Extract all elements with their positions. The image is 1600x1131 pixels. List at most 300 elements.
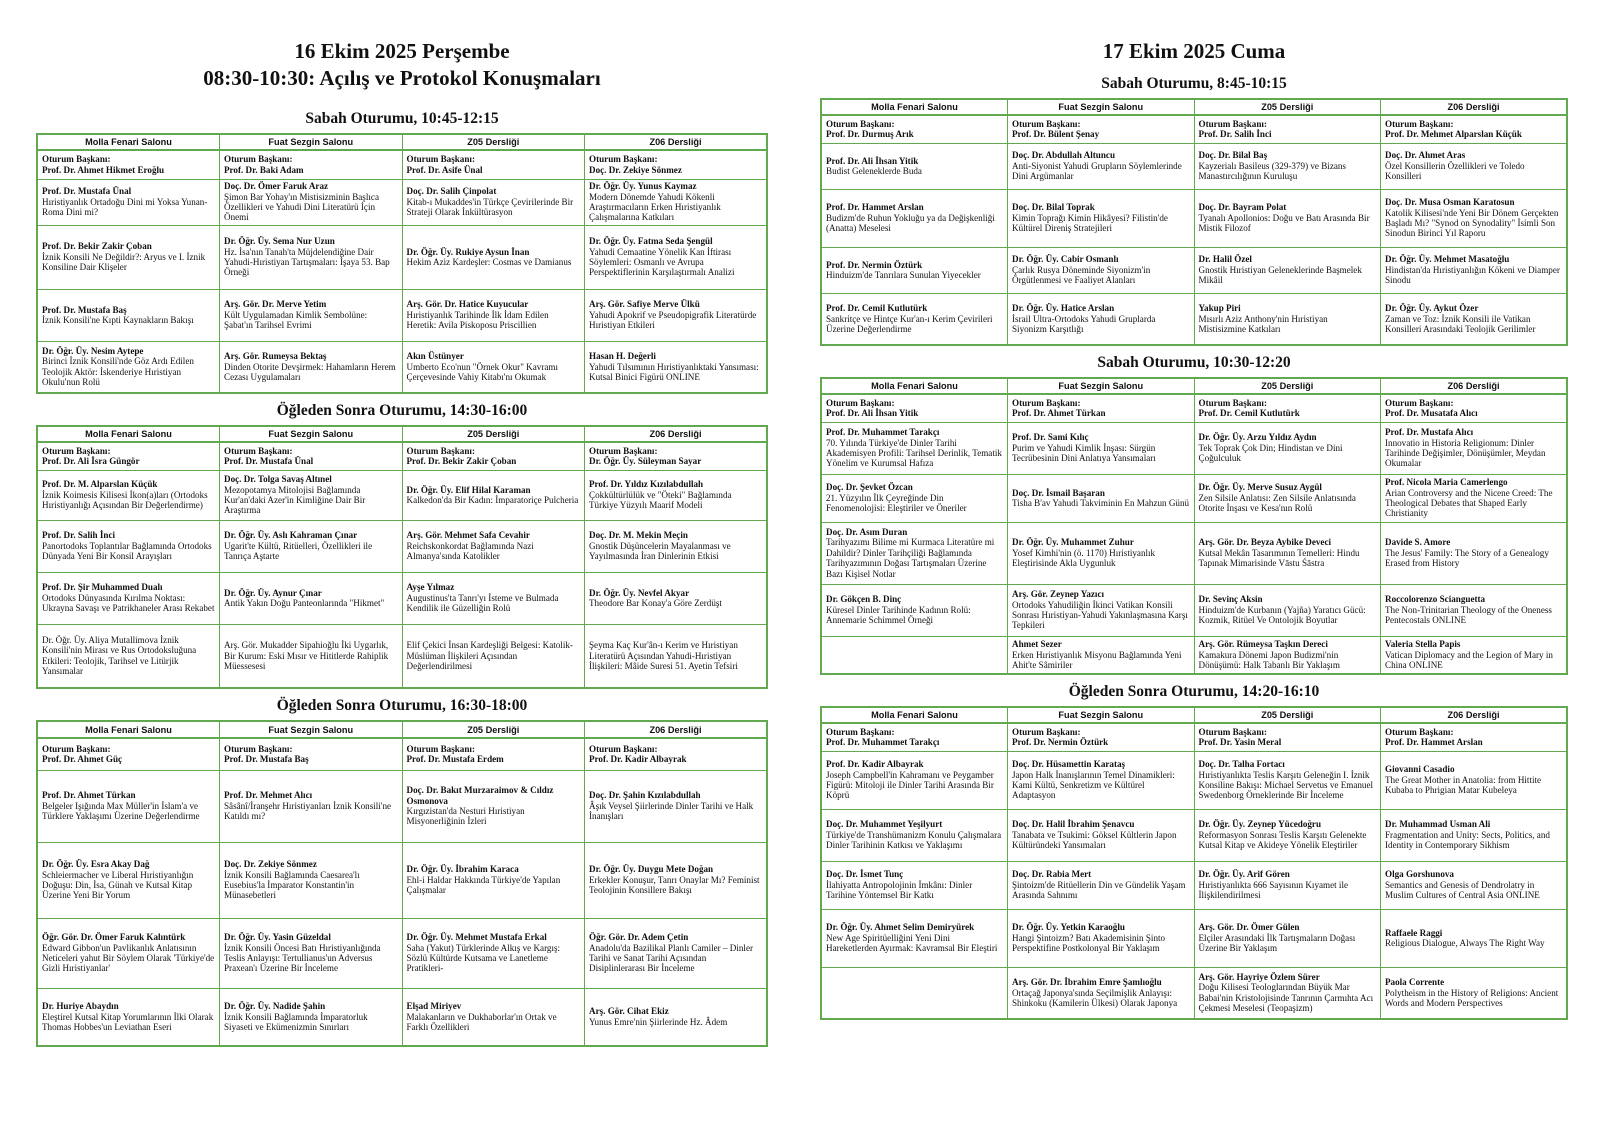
speaker-name: Prof. Dr. Ahmet Türkan bbox=[42, 790, 136, 801]
room-header: Z05 Dersliği bbox=[402, 426, 585, 442]
speaker-name: Dr. Öğr. Üy. Aynur Çınar bbox=[224, 587, 322, 598]
chair-label: Oturum Başkanı: bbox=[1012, 726, 1081, 737]
chair-name: Prof. Dr. Ahmet Güç bbox=[42, 754, 123, 765]
room-header: Z05 Dersliği bbox=[402, 134, 585, 150]
presentation-cell bbox=[37, 572, 220, 624]
chair-name: Prof. Dr. Ali İsra Güngör bbox=[42, 456, 140, 467]
paper-title: Kimin Toprağı Kimin Hikâyesi? Filistin'de Kültürel Direniş Stratejileri bbox=[1012, 212, 1168, 234]
paper-title: Tarihyazımı Bilime mi Kurmaca Literatüre mi Dahildir? Dinler Tarihçiliği Bağlamında Tarihyazımının Doğası Tartışmaları Üzerine Bazı Kişisel Notlar bbox=[826, 537, 995, 579]
paper-title: Küresel Dinler Tarihinde Kadının Rolü: Annemarie Schimmel Örneği bbox=[826, 604, 971, 626]
speaker-name: Arş. Gör. Rümeysa Taşkın Dereci bbox=[1198, 639, 1328, 650]
chair-row bbox=[37, 442, 767, 470]
paper-title: İsrail Ultra-Ortodoks Yahudi Gruplarda Siyonizm Karşıtlığı bbox=[1012, 313, 1156, 334]
session-title: Sabah Oturumu, 10:30-12:20 bbox=[1097, 354, 1291, 371]
speaker-name: Doç. Dr. İsmail Başaran bbox=[1012, 487, 1105, 498]
presentation-cell bbox=[821, 189, 1008, 247]
session-chair-cell bbox=[402, 442, 585, 470]
speaker-name: Dr. Öğr. Üy. Nadide Şahin bbox=[224, 1001, 326, 1012]
chair-label: Oturum Başkanı: bbox=[406, 154, 475, 165]
table-row bbox=[821, 909, 1567, 967]
speaker-name: Dr. Gökçen B. Dinç bbox=[826, 594, 902, 605]
session-chair-cell bbox=[37, 738, 220, 770]
chair-row bbox=[37, 738, 767, 770]
chair-row bbox=[821, 723, 1567, 751]
room-header: Z05 Dersliği bbox=[1194, 99, 1381, 115]
paper-title: Arş. Gör. Mukadder Sipahioğlu İki Uygarlık, Bir Kurum: Eski Mısır ve Hititlerde Rahiplik Müessesesi bbox=[224, 640, 389, 671]
speaker-name: Arş. Gör. Dr. İbrahim Emre Şamlıoğlu bbox=[1012, 977, 1162, 988]
presentation-cell bbox=[402, 572, 585, 624]
presentation-cell bbox=[1194, 909, 1381, 967]
paper-title: Elif Çekici İnsan Kardeşliği Belgesi: Katolik-Müslüman İlişkileri Açısından Değerlendirilmesi bbox=[406, 640, 573, 671]
paper-title: Panortodoks Toplantılar Bağlamında Ortodoks Dünyada Yeni Bir Konsil Arayışları bbox=[42, 540, 212, 562]
chair-label: Oturum Başkanı: bbox=[589, 743, 658, 754]
presentation-cell bbox=[220, 918, 403, 988]
room-header: Molla Fenari Salonu bbox=[37, 721, 220, 738]
speaker-name: Dr. Öğr. Üy. Zeynep Yücedoğru bbox=[1198, 819, 1322, 830]
chair-label: Oturum Başkanı: bbox=[1385, 726, 1454, 737]
presentation-cell bbox=[1194, 422, 1381, 474]
room-header: Molla Fenari Salonu bbox=[821, 378, 1008, 394]
presentation-cell bbox=[585, 520, 768, 572]
table-row bbox=[821, 293, 1567, 345]
speaker-name: Prof. Dr. Muhammet Tarakçı bbox=[826, 427, 940, 438]
presentation-cell bbox=[1008, 909, 1195, 967]
paper-title: Hinduizm'de Tanrılara Sunulan Yiyecekler bbox=[826, 270, 981, 280]
speaker-name: Arş. Gör. Safiye Merve Ülkü bbox=[589, 299, 700, 310]
paper-title: The Jesus' Family: The Story of a Genealogy Erased from History bbox=[1385, 547, 1549, 569]
presentation-cell bbox=[821, 909, 1008, 967]
speaker-name: Prof. Dr. Nermin Öztürk bbox=[826, 259, 923, 270]
table-row bbox=[37, 520, 767, 572]
paper-title: Innovatio in Historia Religionum: Dinler Tarihinde Değişimler, Dönüşümler, Meydan Okumalar bbox=[1385, 437, 1546, 469]
paper-title: Şintoizm'de Ritüellerin Din ve Gündelik Yaşam Arasında Sahnımı bbox=[1012, 879, 1186, 901]
chair-name: Prof. Dr. Cemil Kutlutürk bbox=[1198, 408, 1300, 419]
speaker-name: Arş. Gör. Dr. Beyza Aybike Deveci bbox=[1198, 537, 1332, 548]
room-header: Z06 Dersliği bbox=[1381, 378, 1568, 394]
presentation-cell bbox=[37, 624, 220, 688]
paper-title: Hıristiyanlık Tarihinde İlk İdam Edilen Heretik: Avila Piskoposu Priscillien bbox=[406, 309, 549, 331]
speaker-name: Davide S. Amore bbox=[1385, 537, 1451, 548]
speaker-name: Doç. Dr. Bilal Toprak bbox=[1012, 202, 1095, 213]
chair-label: Oturum Başkanı: bbox=[1385, 118, 1454, 129]
speaker-name: Paola Corrente bbox=[1385, 977, 1445, 988]
paper-title: Hıristiyanlıkta 666 Sayısının Kıyamet ile İlişkilendirilmesi bbox=[1198, 879, 1349, 901]
session-chair-cell bbox=[1008, 723, 1195, 751]
speaker-name: Doç. Dr. Salih Çinpolat bbox=[406, 186, 497, 197]
presentation-cell bbox=[1008, 189, 1195, 247]
chair-row bbox=[821, 394, 1567, 422]
chair-name: Prof. Dr. Mustafa Baş bbox=[224, 754, 309, 765]
presentation-cell bbox=[1008, 861, 1195, 909]
presentation-cell bbox=[1381, 522, 1568, 584]
room-header-row bbox=[821, 378, 1567, 394]
session-chair-cell bbox=[1194, 394, 1381, 422]
room-header: Z05 Dersliği bbox=[1194, 378, 1381, 394]
presentation-cell bbox=[37, 520, 220, 572]
session-chair-cell bbox=[821, 394, 1008, 422]
presentation-cell bbox=[1194, 809, 1381, 861]
presentation-cell bbox=[402, 624, 585, 688]
presentation-cell bbox=[1008, 809, 1195, 861]
paper-title: Özel Konsillerin Özellikleri ve Toledo Konsilleri bbox=[1385, 160, 1525, 182]
paper-title: Modern Dönemde Yahudi Kökenli Araştırmacıların Erken Hıristiyanlık Çalışmalarına Katkıları bbox=[589, 191, 721, 223]
speaker-name: Prof. Dr. Yıldız Kızılabdullah bbox=[589, 479, 704, 490]
session-chair-cell bbox=[821, 723, 1008, 751]
speaker-name: Dr. Öğr. Üy. Mehmet Masatoğlu bbox=[1385, 254, 1510, 265]
chair-name: Doç. Dr. Zekiye Sönmez bbox=[589, 164, 682, 175]
paper-title: Çokkültürlülük ve "Öteki" Bağlamında Türkiye Yüzyılı Maarif Modeli bbox=[589, 489, 732, 511]
presentation-cell bbox=[37, 842, 220, 918]
paper-title: Malakanların ve Dukhaborlar'ın Ortak ve Farklı Özellikleri bbox=[406, 1011, 557, 1032]
room-header: Z06 Dersliği bbox=[1381, 99, 1568, 115]
table-row bbox=[821, 522, 1567, 584]
paper-title: Edward Gibbon'un Pavlikanlık Anlatısının Neticeleri yahut Bir Söylem Olarak 'Türkiye'de Gizli Hıristiyanlar' bbox=[42, 942, 215, 974]
table-row bbox=[821, 636, 1567, 674]
paper-title: The Great Mother in Anatolia: from Hittite Kubaba to Phrigian Matar Kubeleya bbox=[1385, 774, 1542, 796]
day-title: 17 Ekim 2025 Cuma bbox=[1102, 39, 1286, 63]
presentation-cell bbox=[37, 341, 220, 393]
speaker-name: Doç. Dr. Ömer Faruk Araz bbox=[224, 181, 329, 192]
paper-title: Zen Silsile Anlatısı: Zen Silsile Anlatısında Otorite İnşası ve Kesa'nın Rolü bbox=[1198, 492, 1356, 514]
table-row bbox=[821, 189, 1567, 247]
paper-title: Ortodoks Yahudiliğin İkinci Vatikan Konsili Sonrası Hıristiyan-Yahudi Yakınlaşmasına Karşı Tepkileri bbox=[1012, 599, 1188, 631]
paper-title: Budizm'de Ruhun Yokluğu ya da Değişkenliği (Anatta) Meselesi bbox=[826, 212, 995, 234]
speaker-name: Doç. Dr. Şevket Özcan bbox=[826, 482, 913, 493]
presentation-cell bbox=[821, 809, 1008, 861]
chair-name: Prof. Dr. Nermin Öztürk bbox=[1012, 737, 1109, 748]
table-row bbox=[37, 289, 767, 341]
chair-name: Dr. Öğr. Üy. Süleyman Sayar bbox=[589, 456, 702, 467]
chair-name: Prof. Dr. Mustafa Ünal bbox=[224, 456, 314, 467]
presentation-cell bbox=[402, 918, 585, 988]
presentation-cell bbox=[1194, 143, 1381, 189]
speaker-name: Raffaele Raggi bbox=[1385, 927, 1443, 938]
speaker-name: Doç. Dr. Bakıt Murzaraimov & Cıldız Osmonova bbox=[406, 785, 554, 806]
room-header-row bbox=[37, 426, 767, 442]
paper-title: Katolik Kilisesi'nde Yeni Bir Dönem Gerçekten Başladı Mı? "Synod on Synodality" İsimli Son Sinodun Birinci Yıl Raporu bbox=[1385, 207, 1559, 239]
paper-title: Tanabata ve Tsukimi: Göksel Kültlerin Japon Kültüründeki Yansımaları bbox=[1012, 829, 1177, 851]
presentation-cell bbox=[220, 770, 403, 842]
presentation-cell bbox=[37, 179, 220, 225]
chair-label: Oturum Başkanı: bbox=[826, 397, 895, 408]
room-header: Molla Fenari Salonu bbox=[821, 707, 1008, 723]
presentation-cell bbox=[220, 225, 403, 289]
session-block bbox=[820, 354, 1568, 675]
speaker-name: Doç. Dr. Rabia Mert bbox=[1012, 869, 1092, 880]
paper-title: Theodore Bar Konay'a Göre Zerdüşt bbox=[589, 598, 722, 608]
speaker-name: Dr. Öğr. Üy. Mehmet Mustafa Erkal bbox=[406, 932, 547, 943]
chair-name: Prof. Dr. Ahmet Hikmet Eroğlu bbox=[42, 164, 165, 175]
paper-title: Umberto Eco'nun "Örnek Okur" Kavramı Çerçevesinde Vahiy Kitabı'nı Okumak bbox=[406, 361, 558, 382]
chair-label: Oturum Başkanı: bbox=[42, 154, 111, 165]
chair-name: Prof. Dr. Muhammet Tarakçı bbox=[826, 737, 940, 748]
speaker-name: Doç. Dr. Bayram Polat bbox=[1198, 202, 1287, 213]
speaker-name: Prof. Dr. Şir Muhammed Dualı bbox=[42, 582, 163, 593]
table-row bbox=[821, 474, 1567, 522]
schedule-table bbox=[820, 706, 1568, 1020]
presentation-cell bbox=[220, 179, 403, 225]
paper-title: Belgeler Işığında Max Müller'in İslam'a ve Türklere Yaklaşımı Üzerine Değerlendirme bbox=[42, 800, 200, 822]
paper-title: Antik Yakın Doğu Panteonlarında "Hikmet" bbox=[224, 598, 385, 608]
paper-title: Sâsânî/İranşehr Hıristiyanları İznik Konsili'ne Katıldı mı? bbox=[224, 800, 392, 822]
presentation-cell bbox=[402, 470, 585, 520]
speaker-name: Öğr. Gör. Dr. Ömer Faruk Kalıntürk bbox=[42, 932, 186, 943]
presentation-cell bbox=[821, 293, 1008, 345]
presentation-cell bbox=[1008, 422, 1195, 474]
session-chair-cell bbox=[37, 442, 220, 470]
presentation-cell bbox=[1194, 751, 1381, 809]
presentation-cell bbox=[585, 842, 768, 918]
speaker-name: Doç. Dr. Şahin Kızılabdullah bbox=[589, 790, 701, 801]
presentation-cell bbox=[1008, 584, 1195, 636]
paper-title: Erkekler Konuşur, Tanrı Onaylar Mı? Feminist Teolojinin Konsillere Bakışı bbox=[589, 874, 760, 896]
paper-title: Ugarit'te Kültü, Ritüelleri, Özellikleri ile Tanrıça Aştarte bbox=[224, 540, 373, 562]
chair-label: Oturum Başkanı: bbox=[224, 154, 293, 165]
table-row bbox=[37, 572, 767, 624]
speaker-name: Ahmet Sezer bbox=[1012, 639, 1062, 650]
speaker-name: Prof. Dr. Kadir Albayrak bbox=[826, 759, 924, 770]
speaker-name: Olga Gorshunova bbox=[1385, 869, 1454, 880]
speaker-name: Dr. Huriye Abaydın bbox=[42, 1001, 119, 1012]
paper-title: Kutsal Mekân Tasarımının Temelleri: Hindu Tapınak Mimarisinde Vāstu Śāstra bbox=[1198, 547, 1360, 569]
speaker-name: Prof. Dr. Salih İnci bbox=[42, 530, 116, 541]
presentation-cell bbox=[585, 179, 768, 225]
speaker-name: Dr. Öğr. Üy. Muhammet Zuhur bbox=[1012, 537, 1134, 548]
presentation-cell bbox=[37, 918, 220, 988]
chair-name: Prof. Dr. Durmuş Arık bbox=[826, 129, 914, 140]
session-chair-cell bbox=[220, 738, 403, 770]
speaker-name: Dr. Öğr. Üy. Nevfel Akyar bbox=[589, 587, 690, 598]
presentation-cell bbox=[1381, 189, 1568, 247]
paper-title: Tisha B'av Yahudi Takviminin En Mahzun Günü bbox=[1012, 498, 1190, 508]
session-title: Öğleden Sonra Oturumu, 16:30-18:00 bbox=[276, 697, 528, 714]
paper-title: Çarlık Rusya Döneminde Siyonizm'in Örgütlenmesi ve Faaliyet Alanları bbox=[1012, 264, 1151, 286]
presentation-cell bbox=[402, 770, 585, 842]
speaker-name: Elşad Miriyev bbox=[406, 1001, 462, 1012]
presentation-cell bbox=[1194, 522, 1381, 584]
presentation-cell bbox=[821, 861, 1008, 909]
paper-title: Schleiermacher ve Liberal Hıristiyanlığın Doğuşu: Din, İsa, Günah ve Kutsal Kitap Üzerine Yeni Bir Yorum bbox=[42, 869, 194, 901]
room-header: Z06 Dersliği bbox=[585, 426, 768, 442]
chair-name: Prof. Dr. Salih İnci bbox=[1198, 129, 1272, 140]
paper-title: Reformasyon Sonrası Teslis Karşıtı Gelenekte Kutsal Kitap ve Akideye Yönelik Eleştiriler bbox=[1198, 829, 1367, 851]
table-row bbox=[821, 809, 1567, 861]
room-header-row bbox=[37, 134, 767, 150]
paper-title: Âşık Veysel Şiirlerinde Dinler Tarihi ve Halk İnanışları bbox=[589, 800, 754, 822]
session-chair-cell bbox=[220, 442, 403, 470]
paper-title: Kamakura Dönemi Japon Budizmi'nin Dönüşümü: Halk Tabanlı Bir Yaklaşım bbox=[1198, 649, 1340, 670]
chair-label: Oturum Başkanı: bbox=[589, 445, 658, 456]
presentation-cell bbox=[1008, 474, 1195, 522]
presentation-cell bbox=[1194, 293, 1381, 345]
speaker-name: Dr. Öğr. Üy. Aykut Özer bbox=[1385, 303, 1479, 314]
chair-row bbox=[821, 115, 1567, 143]
speaker-name: Dr. Öğr. Üy. Cabir Osmanlı bbox=[1012, 254, 1119, 265]
presentation-cell bbox=[220, 341, 403, 393]
presentation-cell bbox=[821, 751, 1008, 809]
paper-title: Reichskonkordat Bağlamında Nazi Almanya'sında Katolikler bbox=[406, 540, 534, 562]
speaker-name: Dr. Öğr. Üy. Rukiye Aysun İnan bbox=[406, 246, 530, 257]
presentation-cell bbox=[585, 470, 768, 520]
session-chair-cell bbox=[821, 115, 1008, 143]
paper-title: Mısırlı Aziz Anthony'nin Hıristiyan Mistisizmine Katkıları bbox=[1198, 313, 1328, 334]
session-chair-cell bbox=[585, 738, 768, 770]
speaker-name: Dr. Öğr. Üy. Duygu Mete Doğan bbox=[589, 864, 714, 875]
paper-title: Japon Halk İnanışlarının Temel Dinamikleri: Kami Kültü, Senkretizm ve Kültürel Adaptasyon bbox=[1012, 769, 1175, 801]
paper-title: The Non-Trinitarian Theology of the Oneness Pentecostals ONLINE bbox=[1385, 604, 1552, 626]
paper-title: Şimon Bar Yohay'ın Mistisizminin Başlıca Özellikleri ve Yahudi Dini Literatürü İçin Önemi bbox=[224, 191, 379, 223]
paper-title: Arian Controversy and the Nicene Creed: The Theological Debates that Shaped Early Christianity bbox=[1385, 487, 1553, 519]
speaker-name: Dr. Öğr. Üy. Hatice Arslan bbox=[1012, 303, 1115, 314]
paper-title: Augustinus'ta Tanrı'yı İsteme ve Bulmada Kendilik ile Güzelliğin Rolü bbox=[406, 592, 559, 614]
schedule-table bbox=[820, 98, 1568, 346]
speaker-name: Doç. Dr. Halil İbrahim Şenavcu bbox=[1012, 819, 1135, 830]
paper-title: Yunus Emre'nin Şiirlerinde Hz. Âdem bbox=[589, 1016, 728, 1027]
chair-label: Oturum Başkanı: bbox=[826, 118, 895, 129]
room-header: Fuat Sezgin Salonu bbox=[220, 721, 403, 738]
speaker-name: Prof. Dr. Mustafa Alıcı bbox=[1385, 427, 1474, 438]
paper-title: Yahudi Apokrif ve Pseudopigrafik Literatürde Hıristiyan Etkileri bbox=[589, 309, 757, 331]
speaker-name: Prof. Dr. Sami Kılıç bbox=[1012, 432, 1089, 443]
speaker-name: Dr. Öğr. Üy. İbrahim Karaca bbox=[406, 864, 519, 875]
speaker-name: Dr. Öğr. Üy. Elif Hilal Karaman bbox=[406, 484, 531, 495]
speaker-name: Dr. Öğr. Üy. Ahmet Selim Demiryürek bbox=[826, 922, 975, 933]
paper-title: Anti-Siyonist Yahudi Grupların Söylemlerinde Dini Argümanlar bbox=[1012, 160, 1182, 182]
table-row bbox=[821, 967, 1567, 1019]
speaker-name: Dr. Halil Özel bbox=[1198, 254, 1252, 265]
schedule-table bbox=[36, 133, 768, 394]
speaker-name: Dr. Sevinç Aksin bbox=[1198, 594, 1263, 605]
room-header-row bbox=[821, 707, 1567, 723]
speaker-name: Doç. Dr. Musa Osman Karatosun bbox=[1385, 197, 1515, 208]
session-chair-cell bbox=[1381, 394, 1568, 422]
speaker-name: Dr. Öğr. Üy. Esra Akay Dağ bbox=[42, 859, 150, 870]
chair-row bbox=[37, 150, 767, 179]
presentation-cell bbox=[220, 289, 403, 341]
paper-title: Joseph Campbell'in Kahramanı ve Peygamber Figürü: Mitoloji ile Dinler Tarihi Arasında Bir Köprü bbox=[826, 769, 994, 801]
paper-title: Ehl-i Haldar Hakkında Türkiye'de Yapılan Çalışmalar bbox=[406, 874, 561, 896]
table-row bbox=[37, 770, 767, 842]
presentation-cell bbox=[1194, 189, 1381, 247]
room-header: Fuat Sezgin Salonu bbox=[220, 426, 403, 442]
session-chair-cell bbox=[1194, 115, 1381, 143]
paper-title: Semantics and Genesis of Dendrolatry in Muslim Cultures of Central Asia ONLINE bbox=[1385, 879, 1540, 901]
table-row bbox=[821, 143, 1567, 189]
chair-label: Oturum Başkanı: bbox=[1198, 397, 1267, 408]
presentation-cell bbox=[37, 225, 220, 289]
paper-title: Hıristiyanlık Ortadoğu Dini mi Yoksa Yunan-Roma Dini mi? bbox=[42, 196, 208, 218]
presentation-cell bbox=[585, 572, 768, 624]
presentation-cell bbox=[1381, 909, 1568, 967]
speaker-name: Doç. Dr. M. Mekin Meçin bbox=[589, 530, 688, 541]
paper-title: 21. Yüzyılın İlk Çeyreğinde Din Fenomenolojisi: Eleştiriler ve Öneriler bbox=[826, 492, 967, 514]
presentation-cell bbox=[402, 225, 585, 289]
room-header-row bbox=[821, 99, 1567, 115]
presentation-cell bbox=[585, 225, 768, 289]
presentation-cell bbox=[585, 341, 768, 393]
speaker-name: Dr. Öğr. Üy. Arif Gören bbox=[1198, 869, 1290, 880]
speaker-name: Arş. Gör. Mehmet Safa Cevahir bbox=[406, 530, 530, 541]
room-header: Z05 Dersliği bbox=[1194, 707, 1381, 723]
speaker-name: Dr. Öğr. Üy. Nesim Aytepe bbox=[42, 345, 144, 356]
room-header: Molla Fenari Salonu bbox=[821, 99, 1008, 115]
presentation-cell bbox=[402, 341, 585, 393]
speaker-name: Roccolorenzo Scianguetta bbox=[1385, 594, 1486, 605]
chair-label: Oturum Başkanı: bbox=[1385, 397, 1454, 408]
session-block bbox=[36, 697, 768, 1047]
presentation-cell bbox=[220, 842, 403, 918]
speaker-name: Prof. Dr. Hammet Arslan bbox=[826, 202, 924, 213]
paper-title: İznik Konsili Bağlamında İmparatorluk Siyaseti ve Ekümenizmin Sınırları bbox=[224, 1011, 368, 1032]
paper-title: Hindistan'da Hıristiyanlığın Kökeni ve Diamper Sinodu bbox=[1385, 264, 1560, 286]
speaker-name: Dr. Öğr. Üy. Aslı Kahraman Çınar bbox=[224, 530, 358, 541]
paper-title: Yosef Kimhi'nin (ö. 1170) Hıristiyanlık Eleştirisinde Akla Uygunluk bbox=[1012, 547, 1156, 569]
session-chair-cell bbox=[220, 150, 403, 179]
paper-title: Gnostik Hıristiyan Geleneklerinde Başmelek Mikâil bbox=[1198, 264, 1362, 286]
paper-title: 70. Yılında Türkiye'de Dinler Tarihi Akademisyen Profili: Tarihsel Derinlik, Tematik Yönelim ve Kurumsal Hafıza bbox=[826, 437, 1002, 469]
presentation-cell bbox=[402, 289, 585, 341]
speaker-name: Doç. Dr. İsmet Tunç bbox=[826, 869, 904, 880]
speaker-name: Arş. Gör. Rumeysa Bektaş bbox=[224, 351, 327, 362]
chair-name: Prof. Dr. Yasin Meral bbox=[1198, 737, 1282, 748]
speaker-name: Dr. Öğr. Üy. Sema Nur Uzun bbox=[224, 236, 335, 247]
chair-name: Prof. Dr. Musatafa Alıcı bbox=[1385, 408, 1478, 419]
paper-title: Ortodoks Dünyasında Kırılma Noktası: Ukrayna Savaşı ve Patrikhaneler Arası Rekabet bbox=[42, 592, 215, 614]
presentation-cell bbox=[1194, 636, 1381, 674]
speaker-name: Dr. Öğr. Üy. Yasin Güzeldal bbox=[224, 932, 331, 943]
speaker-name: Arş. Gör. Dr. Ömer Gülen bbox=[1198, 922, 1300, 933]
room-header: Z06 Dersliği bbox=[585, 721, 768, 738]
chair-label: Oturum Başkanı: bbox=[589, 154, 658, 165]
opening-title: 08:30-10:30: Açılış ve Protokol Konuşmaları bbox=[203, 66, 601, 90]
paper-title: İznik Konsili'ne Kıpti Kaynakların Bakışı bbox=[42, 315, 194, 325]
presentation-cell bbox=[37, 470, 220, 520]
presentation-cell bbox=[1194, 584, 1381, 636]
room-header: Molla Fenari Salonu bbox=[37, 426, 220, 442]
speaker-name: Doç. Dr. Bilal Baş bbox=[1198, 150, 1268, 161]
paper-title: İznik Konsili Ne Değildir?: Aryus ve I. İznik Konsiline Dair Klişeler bbox=[42, 251, 206, 273]
presentation-cell bbox=[585, 918, 768, 988]
speaker-name: Prof. Dr. Bekir Zakir Çoban bbox=[42, 241, 152, 252]
paper-title: Saha (Yakut) Türklerinde Alkış ve Kargış: Sözlü Kültürde Kutsama ve Lanetleme Pratikleri- bbox=[406, 942, 561, 974]
speaker-name: Ayşe Yılmaz bbox=[406, 582, 455, 593]
paper-title: New Age Spiritüelliğini Yeni Dini Hareketlerden Ayırmak: Kavramsal Bir Eleştiri bbox=[826, 932, 998, 954]
table-row bbox=[821, 751, 1567, 809]
chair-label: Oturum Başkanı: bbox=[224, 445, 293, 456]
table-row bbox=[821, 422, 1567, 474]
paper-title: Mezopotamya Mitolojisi Bağlamında Kur'an'daki Azer'in Kimliğine Dair Bir Araştırma bbox=[224, 484, 366, 516]
chair-label: Oturum Başkanı: bbox=[42, 445, 111, 456]
speaker-name: Valeria Stella Papis bbox=[1385, 639, 1461, 650]
chair-name: Prof. Dr. Ahmet Türkan bbox=[1012, 408, 1106, 419]
paper-title: Vatican Diplomacy and the Legion of Mary in China ONLINE bbox=[1385, 649, 1553, 670]
session-chair-cell bbox=[1008, 394, 1195, 422]
presentation-cell bbox=[1008, 247, 1195, 293]
schedule-table bbox=[36, 720, 768, 1047]
speaker-name: Öğr. Gör. Dr. Adem Çetin bbox=[589, 932, 689, 943]
session-chair-cell bbox=[37, 150, 220, 179]
table-row bbox=[37, 470, 767, 520]
presentation-cell bbox=[1008, 967, 1195, 1019]
paper-title: Kitab-ı Mukaddes'in Türkçe Çevirilerinde Bir Strateji Olarak İnkültürasyon bbox=[406, 196, 574, 218]
chair-name: Prof. Dr. Asife Ünal bbox=[406, 164, 483, 175]
paper-title: Dinden Otorite Devşirmek: Hahamların Herem Cezası Uygulamaları bbox=[224, 361, 396, 382]
speaker-name: Giovanni Casadio bbox=[1385, 764, 1455, 775]
session-chair-cell bbox=[402, 738, 585, 770]
session-chair-cell bbox=[402, 150, 585, 179]
table-row bbox=[821, 247, 1567, 293]
speaker-name: Prof. Dr. Mustafa Ünal bbox=[42, 186, 132, 197]
